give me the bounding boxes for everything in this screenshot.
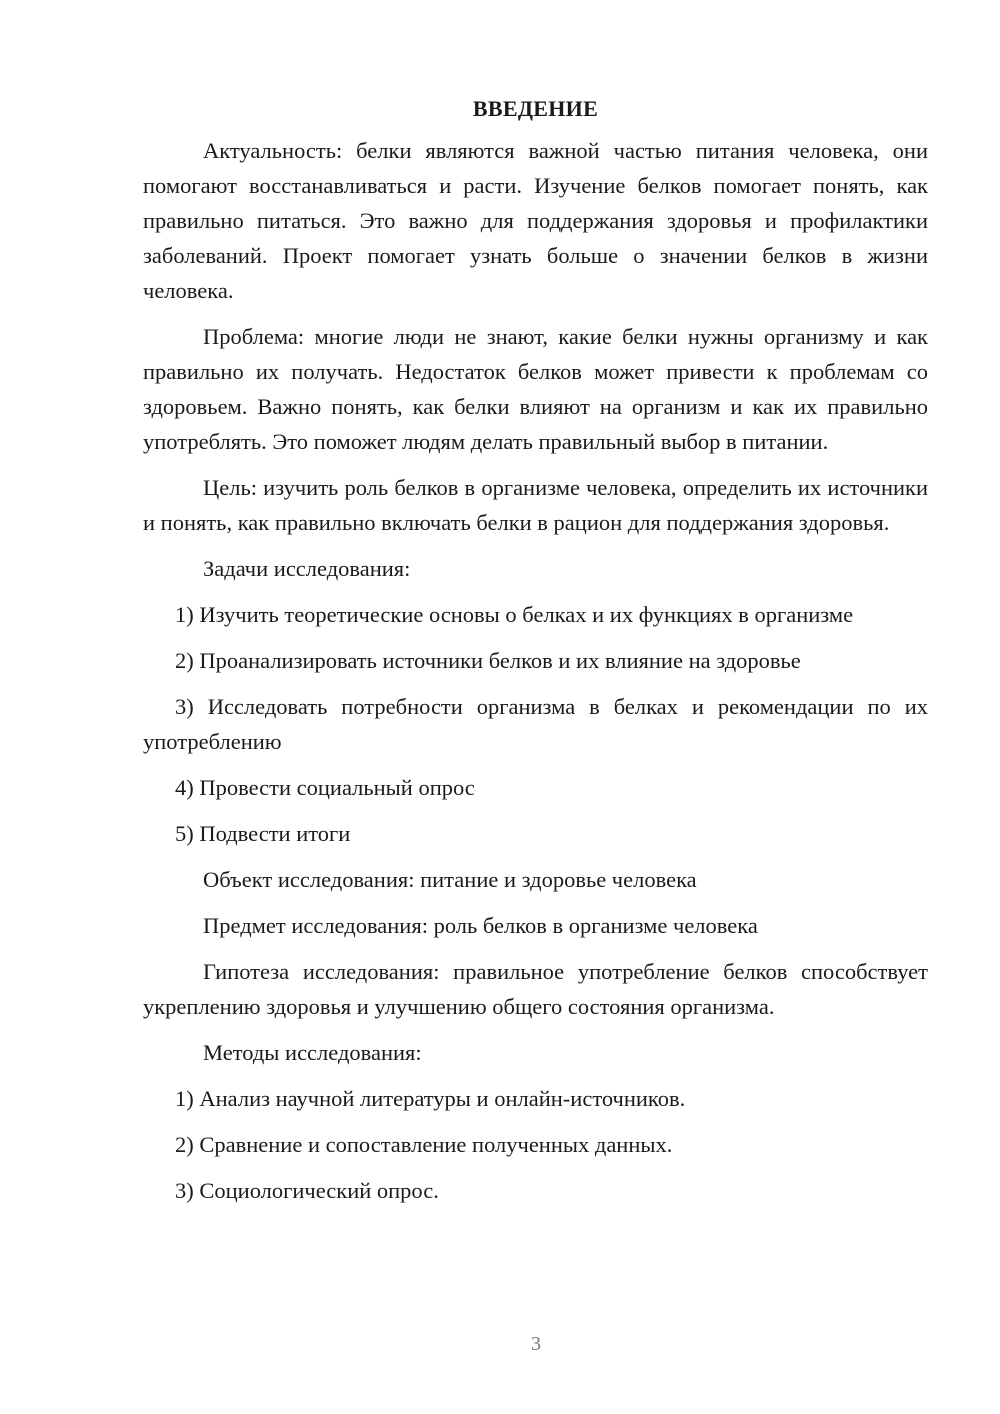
task-item-1: 1) Изучить теоретические основы о белках и их функциях в организме [175,602,854,627]
method-item-1: 1) Анализ научной литературы и онлайн-источников. [175,1086,686,1111]
tasks-heading: Задачи исследования: [203,556,411,581]
task-item-3: 3) Исследовать потребности организма в белках и рекомендации по их употреблению [143,694,928,754]
research-object: Объект исследования: питание и здоровье человека [203,867,697,892]
problem-paragraph: Проблема: многие люди не знают, какие белки нужны организму и как правильно их получать. Недостаток белков может привести к проблемам со здоровьем. Важно понять, как белки влияют на организм и как их правильно употреблять. Это поможет людям делать правильный выбор в питании. [143,324,928,454]
method-item-3: 3) Социологический опрос. [175,1178,439,1203]
methods-heading: Методы исследования: [203,1040,422,1065]
hypothesis-paragraph: Гипотеза исследования: правильное употребление белков способствует укреплению здоровья и улучшению общего состояния организма. [143,959,928,1019]
method-item-2: 2) Сравнение и сопоставление полученных данных. [175,1132,673,1157]
task-item-5: 5) Подвести итоги [175,821,351,846]
page-number: 3 [531,1333,541,1355]
task-item-2: 2) Проанализировать источники белков и их влияние на здоровье [175,648,801,673]
research-subject: Предмет исследования: роль белков в организме человека [203,913,758,938]
page-title: ВВЕДЕНИЕ [472,96,599,121]
goal-paragraph: Цель: изучить роль белков в организме человека, определить их источники и понять, как правильно включать белки в рацион для поддержания здоровья. [143,475,928,535]
task-item-4: 4) Провести социальный опрос [175,775,475,800]
relevance-paragraph: Актуальность: белки являются важной частью питания человека, они помогают восстанавливаться и расти. Изучение белков помогает понять, как правильно питаться. Это важно для поддержания здоровья и профилактики заболеваний. Проект помогает узнать больше о значении белков в жизни человека. [143,138,928,303]
document-page [143,92,928,1219]
